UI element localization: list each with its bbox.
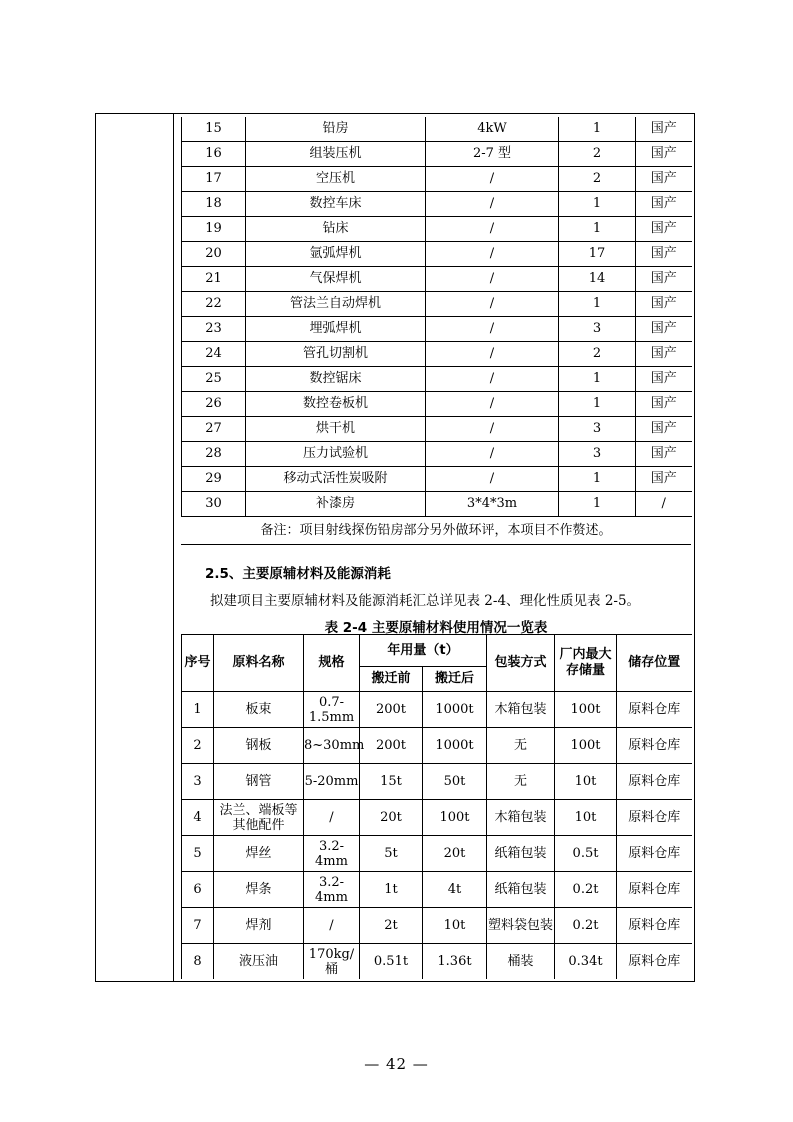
- equipment-origin: /: [636, 492, 692, 517]
- material-spec: 3.2-4mm: [304, 872, 360, 908]
- material-spec: 170kg/桶: [304, 944, 360, 980]
- material-spec: /: [304, 908, 360, 944]
- equipment-quantity: 1: [559, 492, 636, 517]
- material-name: 板束: [214, 692, 304, 728]
- equipment-origin: 国产: [636, 392, 692, 417]
- material-max-storage: 10t: [555, 800, 617, 836]
- material-max-storage: 0.2t: [555, 872, 617, 908]
- table-row: [182, 292, 692, 317]
- equipment-origin: 国产: [636, 242, 692, 267]
- table-note: 备注：项目射线探伤铅房部分另外做环评，本项目不作赘述。: [181, 518, 691, 545]
- material-packaging: 无: [487, 764, 555, 800]
- equipment-origin: 国产: [636, 342, 692, 367]
- equipment-name: 移动式活性炭吸附: [246, 467, 426, 492]
- equipment-origin: 国产: [636, 117, 692, 142]
- material-max-storage: 100t: [555, 728, 617, 764]
- material-packaging: 纸箱包装: [487, 836, 555, 872]
- material-max-storage: 0.2t: [555, 908, 617, 944]
- table-row: [182, 728, 692, 764]
- material-usage-after: 100t: [423, 800, 487, 836]
- header-spec: 规格: [304, 635, 360, 692]
- header-name: 原料名称: [214, 635, 304, 692]
- material-packaging: 木箱包装: [487, 692, 555, 728]
- table-row: [182, 692, 692, 728]
- material-max-storage: 0.5t: [555, 836, 617, 872]
- equipment-quantity: 3: [559, 317, 636, 342]
- equipment-origin: 国产: [636, 267, 692, 292]
- material-usage-before: 200t: [360, 692, 423, 728]
- material-location: 原料仓库: [617, 692, 692, 728]
- equipment-name: 压力试验机: [246, 442, 426, 467]
- material-packaging: 桶装: [487, 944, 555, 980]
- material-table: [181, 634, 692, 979]
- material-usage-before: 5t: [360, 836, 423, 872]
- material-max-storage: 100t: [555, 692, 617, 728]
- equipment-origin: 国产: [636, 367, 692, 392]
- equipment-no: 19: [182, 217, 246, 242]
- table-row: [182, 872, 692, 908]
- material-name: 焊丝: [214, 836, 304, 872]
- equipment-quantity: 1: [559, 117, 636, 142]
- intro-paragraph: 拟建项目主要原辅材料及能源消耗汇总详见表 2-4、理化性质见表 2-5。: [210, 593, 641, 609]
- material-usage-after: 10t: [423, 908, 487, 944]
- table-row: [182, 417, 692, 442]
- table-row: [182, 117, 692, 142]
- equipment-spec: /: [426, 317, 559, 342]
- table-row: [182, 800, 692, 836]
- material-usage-before: 2t: [360, 908, 423, 944]
- equipment-origin: 国产: [636, 292, 692, 317]
- header-max-storage: 厂内最大存储量: [555, 635, 617, 692]
- table-row: [182, 367, 692, 392]
- material-spec: 3.2-4mm: [304, 836, 360, 872]
- material-name: 法兰、端板等其他配件: [214, 800, 304, 836]
- table-row: [182, 492, 692, 517]
- equipment-no: 17: [182, 167, 246, 192]
- material-spec: /: [304, 800, 360, 836]
- equipment-spec: /: [426, 267, 559, 292]
- equipment-name: 埋弧焊机: [246, 317, 426, 342]
- table-row: [182, 342, 692, 367]
- table-row: [182, 217, 692, 242]
- equipment-no: 22: [182, 292, 246, 317]
- material-location: 原料仓库: [617, 800, 692, 836]
- material-usage-before: 1t: [360, 872, 423, 908]
- material-table-body: [182, 692, 692, 980]
- page-number: — 42 —: [364, 1055, 429, 1073]
- equipment-name: 铅房: [246, 117, 426, 142]
- material-no: 8: [182, 944, 214, 980]
- equipment-spec: /: [426, 192, 559, 217]
- equipment-no: 21: [182, 267, 246, 292]
- equipment-origin: 国产: [636, 217, 692, 242]
- material-no: 7: [182, 908, 214, 944]
- material-usage-before: 20t: [360, 800, 423, 836]
- table-row: [182, 467, 692, 492]
- equipment-quantity: 3: [559, 417, 636, 442]
- equipment-no: 27: [182, 417, 246, 442]
- equipment-quantity: 1: [559, 467, 636, 492]
- equipment-spec: /: [426, 392, 559, 417]
- material-spec: 8~30mm: [304, 728, 360, 764]
- material-name: 液压油: [214, 944, 304, 980]
- material-max-storage: 10t: [555, 764, 617, 800]
- material-name: 钢板: [214, 728, 304, 764]
- material-location: 原料仓库: [617, 908, 692, 944]
- table-row: [182, 242, 692, 267]
- table-caption: 表 2-4 主要原辅材料使用情况一览表: [324, 620, 548, 636]
- table-row: [182, 267, 692, 292]
- table-row: [182, 442, 692, 467]
- equipment-name: 氩弧焊机: [246, 242, 426, 267]
- equipment-no: 24: [182, 342, 246, 367]
- material-location: 原料仓库: [617, 728, 692, 764]
- equipment-spec: /: [426, 292, 559, 317]
- equipment-origin: 国产: [636, 167, 692, 192]
- equipment-no: 20: [182, 242, 246, 267]
- equipment-name: 管法兰自动焊机: [246, 292, 426, 317]
- equipment-no: 15: [182, 117, 246, 142]
- equipment-origin: 国产: [636, 417, 692, 442]
- material-location: 原料仓库: [617, 872, 692, 908]
- material-usage-after: 50t: [423, 764, 487, 800]
- equipment-spec: /: [426, 167, 559, 192]
- equipment-no: 25: [182, 367, 246, 392]
- equipment-name: 数控锯床: [246, 367, 426, 392]
- equipment-quantity: 1: [559, 292, 636, 317]
- equipment-no: 26: [182, 392, 246, 417]
- equipment-quantity: 2: [559, 167, 636, 192]
- equipment-spec: 4kW: [426, 117, 559, 142]
- equipment-quantity: 3: [559, 442, 636, 467]
- material-usage-after: 1000t: [423, 692, 487, 728]
- header-location: 储存位置: [617, 635, 692, 692]
- equipment-name: 组装压机: [246, 142, 426, 167]
- equipment-quantity: 1: [559, 192, 636, 217]
- equipment-quantity: 2: [559, 342, 636, 367]
- header-no: 序号: [182, 635, 214, 692]
- material-usage-before: 200t: [360, 728, 423, 764]
- material-usage-after: 1.36t: [423, 944, 487, 980]
- equipment-no: 30: [182, 492, 246, 517]
- equipment-spec: /: [426, 367, 559, 392]
- material-usage-after: 20t: [423, 836, 487, 872]
- equipment-no: 18: [182, 192, 246, 217]
- equipment-spec: /: [426, 217, 559, 242]
- equipment-name: 烘干机: [246, 417, 426, 442]
- table-row: [182, 392, 692, 417]
- material-name: 焊条: [214, 872, 304, 908]
- equipment-quantity: 1: [559, 217, 636, 242]
- equipment-origin: 国产: [636, 142, 692, 167]
- material-name: 钢管: [214, 764, 304, 800]
- header-before-relocation: 搬迁前: [360, 667, 423, 692]
- table-row: [182, 836, 692, 872]
- material-location: 原料仓库: [617, 836, 692, 872]
- material-spec: 5-20mm: [304, 764, 360, 800]
- material-usage-before: 15t: [360, 764, 423, 800]
- equipment-name: 气保焊机: [246, 267, 426, 292]
- material-packaging: 木箱包装: [487, 800, 555, 836]
- equipment-spec: /: [426, 417, 559, 442]
- material-usage-after: 4t: [423, 872, 487, 908]
- table-row: [182, 167, 692, 192]
- material-packaging: 纸箱包装: [487, 872, 555, 908]
- material-packaging: 无: [487, 728, 555, 764]
- equipment-name: 补漆房: [246, 492, 426, 517]
- equipment-name: 钻床: [246, 217, 426, 242]
- material-no: 3: [182, 764, 214, 800]
- material-max-storage: 0.34t: [555, 944, 617, 980]
- header-after-relocation: 搬迁后: [423, 667, 487, 692]
- equipment-quantity: 17: [559, 242, 636, 267]
- equipment-spec: /: [426, 242, 559, 267]
- frame-divider: [173, 113, 174, 982]
- equipment-spec: 2-7 型: [426, 142, 559, 167]
- material-packaging: 塑料袋包装: [487, 908, 555, 944]
- material-no: 1: [182, 692, 214, 728]
- material-usage-before: 0.51t: [360, 944, 423, 980]
- table-row: [182, 192, 692, 217]
- equipment-no: 29: [182, 467, 246, 492]
- equipment-no: 28: [182, 442, 246, 467]
- material-name: 焊剂: [214, 908, 304, 944]
- equipment-origin: 国产: [636, 192, 692, 217]
- equipment-origin: 国产: [636, 467, 692, 492]
- table-row: [182, 908, 692, 944]
- equipment-spec: /: [426, 342, 559, 367]
- material-location: 原料仓库: [617, 764, 692, 800]
- material-no: 2: [182, 728, 214, 764]
- equipment-no: 16: [182, 142, 246, 167]
- material-spec: 0.7-1.5mm: [304, 692, 360, 728]
- equipment-no: 23: [182, 317, 246, 342]
- section-heading: 2.5、主要原辅材料及能源消耗: [205, 566, 391, 582]
- material-no: 4: [182, 800, 214, 836]
- equipment-table-body: [182, 117, 692, 517]
- equipment-origin: 国产: [636, 442, 692, 467]
- equipment-quantity: 1: [559, 392, 636, 417]
- equipment-quantity: 1: [559, 367, 636, 392]
- equipment-quantity: 2: [559, 142, 636, 167]
- table-row: [182, 142, 692, 167]
- equipment-table: [181, 117, 692, 517]
- equipment-name: 空压机: [246, 167, 426, 192]
- equipment-quantity: 14: [559, 267, 636, 292]
- material-no: 5: [182, 836, 214, 872]
- equipment-name: 数控车床: [246, 192, 426, 217]
- equipment-spec: /: [426, 467, 559, 492]
- equipment-spec: 3*4*3m: [426, 492, 559, 517]
- table-row: [182, 317, 692, 342]
- equipment-name: 管孔切割机: [246, 342, 426, 367]
- equipment-name: 数控卷板机: [246, 392, 426, 417]
- equipment-origin: 国产: [636, 317, 692, 342]
- header-annual-usage: 年用量（t）: [360, 635, 487, 667]
- table-row: [182, 944, 692, 980]
- equipment-spec: /: [426, 442, 559, 467]
- table-row: [182, 764, 692, 800]
- material-usage-after: 1000t: [423, 728, 487, 764]
- material-no: 6: [182, 872, 214, 908]
- material-location: 原料仓库: [617, 944, 692, 980]
- header-packaging: 包装方式: [487, 635, 555, 692]
